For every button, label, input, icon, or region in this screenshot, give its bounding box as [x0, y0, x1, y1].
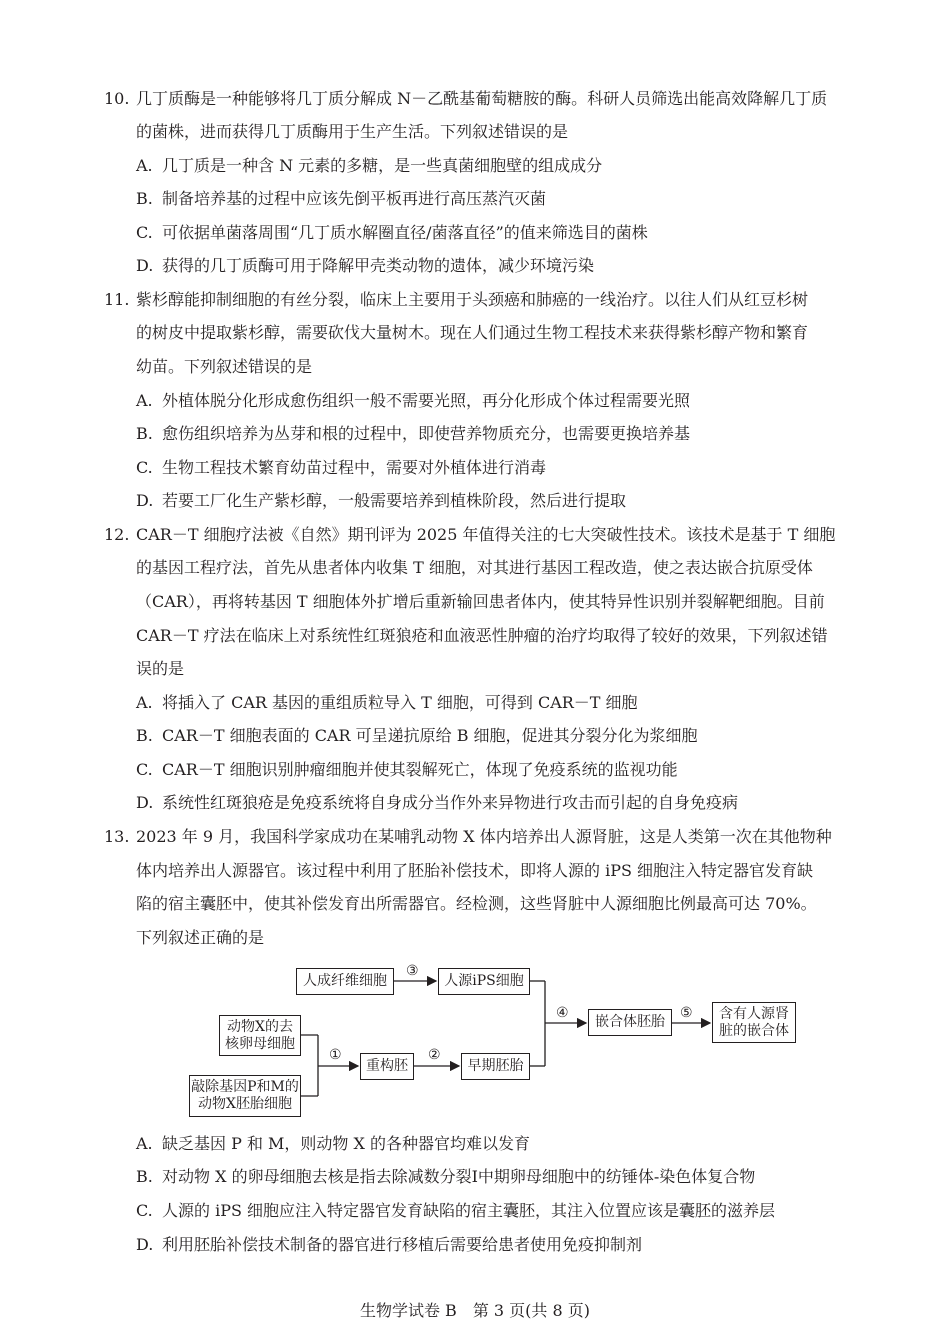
question-stem-line: CAR－T 细胞疗法被《自然》期刊评为 2025 年值得关注的七大突破性技术。该技术是基于 T 细胞	[136, 525, 836, 544]
question-stem-line: CAR－T 疗法在临床上对系统性红斑狼疮和血液恶性肿瘤的治疗均取得了较好的效果，下列叙述错	[136, 626, 828, 645]
option-text: 若要工厂化生产紫杉醇，一般需要培养到植株阶段，然后进行提取	[162, 491, 627, 510]
option-letter: B.	[136, 424, 153, 443]
option-letter: B.	[136, 1167, 153, 1186]
question-stem-line: 体内培养出人源器官。该过程中利用了胚胎补偿技术，即将人源的 iPS 细胞注入特定器官发育缺	[136, 861, 814, 880]
question-number: 13.	[104, 827, 130, 846]
question-stem-line: 幼苗。下列叙述错误的是	[136, 357, 313, 376]
step-label-2: ②	[428, 1047, 441, 1063]
option-letter: C.	[136, 458, 153, 477]
option-text: 外植体脱分化形成愈伤组织一般不需要光照，再分化形成个体过程需要光照	[162, 391, 691, 410]
option-letter: B.	[136, 189, 153, 208]
box-label: 核卵母细胞	[225, 1035, 295, 1052]
question-stem-line: 的菌株，进而获得几丁质酶用于生产生活。下列叙述错误的是	[136, 122, 569, 141]
box-label: 脏的嵌合体	[719, 1022, 789, 1039]
question-stem-line: 紫杉醇能抑制细胞的有丝分裂，临床上主要用于头颈癌和肺癌的一线治疗。以往人们从红豆杉树	[136, 290, 809, 309]
box-early-embryo	[461, 1053, 530, 1080]
question-stem-line: （CAR），再将转基因 T 细胞体外扩增后重新输回患者体内，使其特异性识别并裂解靶细胞。目前	[136, 592, 825, 611]
page-footer: 生物学试卷 B 第 3 页(共 8 页)	[359, 1301, 591, 1320]
option-letter: C.	[136, 223, 153, 242]
question-stem-line: 2023 年 9 月，我国科学家成功在某哺乳动物 X 体内培养出人源肾脏，这是人类第一次在其他物种	[136, 827, 832, 846]
box-human-fibroblast	[296, 968, 394, 995]
option-text: 可依据单菌落周围“几丁质水解圈直径/菌落直径”的值来筛选目的菌株	[162, 223, 648, 242]
box-label: 早期胚胎	[467, 1058, 524, 1074]
box-label: 含有人源肾	[719, 1005, 789, 1022]
step-label-1: ①	[329, 1047, 342, 1063]
option-text: 缺乏基因 P 和 M，则动物 X 的各种器官均难以发育	[162, 1134, 530, 1153]
option-letter: D.	[136, 793, 154, 812]
option-text: CAR－T 细胞识别肿瘤细胞并使其裂解死亡，体现了免疫系统的监视功能	[162, 760, 678, 779]
box-chimera-with-human-kidney	[712, 1002, 796, 1043]
step-label-4: ④	[556, 1005, 569, 1021]
option-text: 将插入了 CAR 基因的重组质粒导入 T 细胞，可得到 CAR－T 细胞	[162, 693, 638, 712]
question-stem-line: 误的是	[136, 659, 185, 678]
option-letter: C.	[136, 760, 153, 779]
box-label: 重构胚	[366, 1058, 408, 1074]
option-text: CAR－T 细胞表面的 CAR 可呈递抗原给 B 细胞，促进其分裂分化为浆细胞	[162, 726, 698, 745]
box-chimera-embryo	[588, 1009, 672, 1036]
box-label: 人成纤维细胞	[303, 973, 387, 989]
box-label: 敲除基因P和M的	[191, 1079, 299, 1095]
option-letter: D.	[136, 491, 154, 510]
option-letter: C.	[136, 1201, 153, 1220]
step-label-5: ⑤	[680, 1005, 693, 1021]
box-knockout-embryo-cell	[189, 1075, 301, 1117]
question-stem-line: 几丁质酶是一种能够将几丁质分解成 N－乙酰基葡萄糖胺的酶。科研人员筛选出能高效降解几丁质	[136, 89, 828, 108]
option-letter: A.	[136, 693, 153, 712]
option-letter: D.	[136, 256, 154, 275]
question-number: 12.	[104, 525, 130, 544]
option-text: 获得的几丁质酶可用于降解甲壳类动物的遗体，减少环境污染	[162, 256, 595, 275]
box-reconstructed-embryo	[360, 1053, 414, 1080]
box-label: 嵌合体胚胎	[595, 1014, 665, 1030]
option-letter: A.	[136, 156, 153, 175]
option-text: 生物工程技术繁育幼苗过程中，需要对外植体进行消毒	[162, 458, 547, 477]
option-letter: B.	[136, 726, 153, 745]
question-stem-line: 的树皮中提取紫杉醇，需要砍伐大量树木。现在人们通过生物工程技术来获得紫杉醇产物和繁育	[136, 323, 809, 342]
option-text: 对动物 X 的卵母细胞去核是指去除减数分裂Ⅰ中期卵母细胞中的纺锤体-染色体复合物	[162, 1167, 756, 1186]
step-label-3: ③	[406, 963, 419, 979]
question-number: 11.	[104, 290, 130, 309]
option-letter: A.	[136, 391, 153, 410]
box-human-ips	[438, 968, 530, 995]
option-text: 系统性红斑狼疮是免疫系统将自身成分当作外来异物进行攻击而引起的自身免疫病	[162, 793, 739, 812]
option-letter: D.	[136, 1235, 154, 1254]
option-text: 利用胚胎补偿技术制备的器官进行移植后需要给患者使用免疫抑制剂	[162, 1235, 643, 1254]
option-text: 人源的 iPS 细胞应注入特定器官发育缺陷的宿主囊胚，其注入位置应该是囊胚的滋养层	[162, 1201, 776, 1220]
box-label: 人源iPS细胞	[444, 973, 524, 989]
option-text: 几丁质是一种含 N 元素的多糖，是一些真菌细胞壁的组成成分	[162, 156, 603, 175]
box-label: 动物X的去	[227, 1018, 293, 1035]
option-letter: A.	[136, 1134, 153, 1153]
question-stem-line: 的基因工程疗法，首先从患者体内收集 T 细胞，对其进行基因工程改造，使之表达嵌合抗原受体	[136, 558, 813, 577]
option-text: 愈伤组织培养为丛芽和根的过程中，即使营养物质充分，也需要更换培养基	[162, 424, 691, 443]
question-number: 10.	[104, 89, 130, 108]
box-label: 动物X胚胎细胞	[198, 1096, 292, 1112]
question-stem-line: 下列叙述正确的是	[136, 928, 265, 947]
box-enucleated-oocyte	[219, 1015, 301, 1056]
question-stem-line: 陷的宿主囊胚中，使其补偿发育出所需器官。经检测，这些肾脏中人源细胞比例最高可达 70%。	[136, 894, 817, 913]
option-text: 制备培养基的过程中应该先倒平板再进行高压蒸汽灭菌	[162, 189, 547, 208]
